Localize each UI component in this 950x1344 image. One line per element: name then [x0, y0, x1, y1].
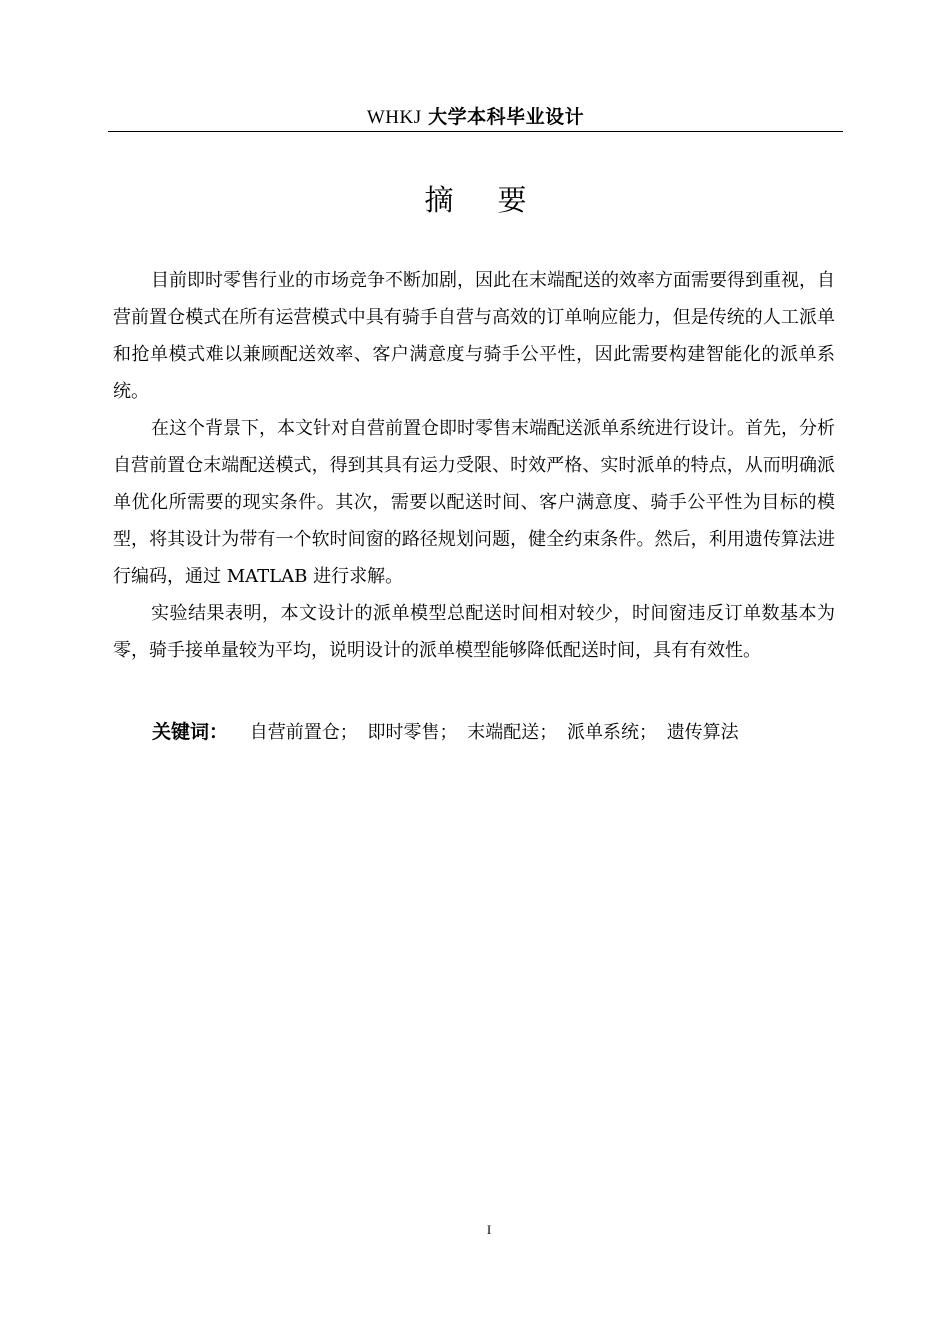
header-divider	[108, 131, 843, 132]
abstract-body	[113, 262, 835, 669]
abstract-paragraph-3: 实验结果表明，本文设计的派单模型总配送时间相对较少，时间窗违反订单数基本为零，骑手接单量较为平均，说明设计的派单模型能够降低配送时间，具有有效性。	[113, 603, 835, 661]
keyword-item: 末端配送；	[467, 722, 558, 743]
header-document-type: 大学本科毕业设计	[428, 106, 585, 128]
keywords-label: 关键词：	[152, 721, 229, 743]
keywords-line	[152, 716, 842, 749]
page-title: 摘要	[424, 183, 571, 217]
abstract-paragraph-2: 在这个背景下，本文针对自营前置仓即时零售末端配送派单系统进行设计。首先，分析自营前置仓末端配送模式，得到其具有运力受限、时效严格、实时派单的特点，从而明确派单优化所需要的现实条件。其次，需要以配送时间、客户满意度、骑手公平性为目标的模型，将其设计为带有一个软时间窗的路径规划问题，健全约束条件。然后，利用遗传算法进行编码，通过 MATLAB 进行求解。	[113, 418, 835, 587]
header-school-code: WHKJ	[366, 107, 422, 128]
keyword-item: 遗传算法	[666, 722, 739, 743]
abstract-paragraph-1: 目前即时零售行业的市场竞争不断加剧，因此在末端配送的效率方面需要得到重视，自营前置仓模式在所有运营模式中具有骑手自营与高效的订单响应能力，但是传统的人工派单和抢单模式难以兼顾配送效率、客户满意度与骑手公平性，因此需要构建智能化的派单系统。	[113, 270, 835, 402]
running-header	[108, 104, 843, 130]
keyword-item: 自营前置仓；	[249, 722, 358, 743]
page-number: I	[486, 1222, 492, 1237]
keyword-item: 即时零售；	[367, 722, 458, 743]
keyword-item: 派单系统；	[566, 722, 657, 743]
